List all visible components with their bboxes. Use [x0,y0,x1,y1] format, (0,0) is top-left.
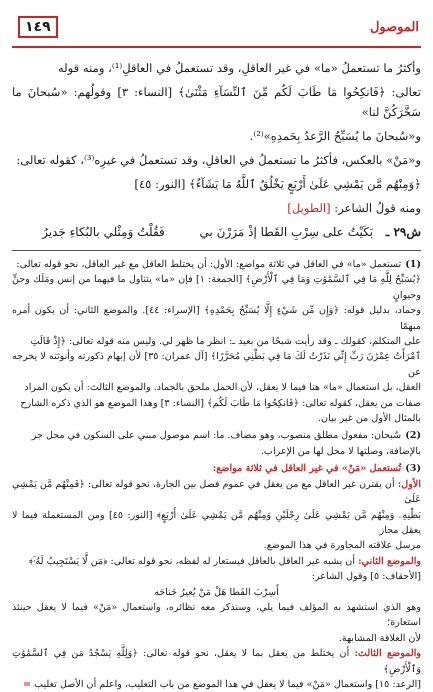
main-text [12,58,421,242]
footnote-3-title: تُستعمل «مَنْ» في غير العاقل في ثلاثة مواضع: [212,463,402,475]
footnote-3-text: أن يشبه غير العاقل بالعاقل فيستعار له لفظه، نحو قوله تعالى: ﴿مَن لَّا يَسْتَجِيبُ لَهُۥٓ﴾ [28,555,355,567]
footnote-3-text: أن يقترن غير العاقل مع من يعقل في عموم فصل بين الجارة، نحو قوله تعالى: ﴿فَمِنْهُم مَّن يَمْشِي عَلَىٰ [12,478,421,506]
footnote-1-line: ٱمْرَأَتُ عِمْرَٰنَ رَبِّ إِنِّي نَذَرْتُ لَكَ مَا فِي بَطْنِي مُحَرَّرًا﴾ [آل عمران: ٣٥] لأن إبهام ذكورته وأنوثته لا يخرجه عن [12,351,421,378]
footnote-1-line [12,257,421,272]
footnote-2-line: بالإضافة، وصلتها لا محل لها من الإعراب. [260,445,421,457]
footnote-verse: أَسِرْبَ القَطا هَلْ مَنْ يُعيرُ جَناحَه [154,586,279,598]
footnote-3-label: (3) [405,463,421,475]
footnote-2-text: سُبحان: مفعول مطلق منصوب، وهو مضاف. ما: اسم موصول مبني على السكون في محل جر [31,430,402,442]
running-title: الموصول [369,19,419,35]
continuation-marker: = [23,678,32,690]
footnote-3-line [12,477,421,508]
footnote-1-text: تستعمل «ما» في العاقل في ثلاثة مواضع: الأول: أن يختلط العاقل مع غير العاقل، نحو قوله تعالى: [16,259,402,270]
main-paragraph-2: تعالى: ﴿فَانكِحُوا مَا طَابَ لَكُم مِّنَ ٱلنِّسَآءِ مَثْنَىٰ﴾ [النساء: ٣] وقولُهم: «سُبحانَ ما سَخَّرَكُنَّ لنا» [12,85,421,119]
footnote-3-line [12,677,421,692]
main-paragraph-4: و«مَنْ» بالعكس، فأكثرُ ما تستعملُ في العاقلِ، وقد تستعملُ في غيرِه⁽³⁾، كقوله تعالى: [16,153,421,167]
quran-verse-line: ﴿وَمِنْهُم مَّن يَمْشِي عَلَىٰ أَرْبَعٍ يَخْلُقُ ٱللَّهُ مَا يَشَآءُ﴾ [النور: ٤٥] [134,177,421,191]
footnote-3-heading [12,461,421,476]
footnote-1-line: بالمثال الأول من غير بيان. [317,413,421,425]
footnote-1-line: ﴿يُسَبِّحُ لِلَّهِ مَا فِي ٱلسَّمَٰوَٰتِ وَمَا فِي ٱلْأَرْضِ﴾ [الجمعة: ١] فإن «ما» يتناول ما فيهما من إنس ومَلَك وجنٍّ وحيوانٍ [12,274,421,301]
footnote-1-line: العقل، بل استعمال «ما» هنا فيما لا يعقل، لأن الحمل ملحق بالجماد. والموضع الثالث: أن يكون المراد [24,382,421,394]
footnote-2-label: (2) [405,430,421,442]
hemistich-second: فَقُلْتُ وَمِثْلي بالبُكاءِ جَديرُ [42,225,165,239]
footnote-3-line: [الأحقاف: ٥] وقول الشاعر: [311,571,421,583]
footnote-3-line: مرسل علاقته المجاورة في هذا الموضع. [263,540,421,552]
footnote-3-line: بَطْنِهِۦ وَمِنْهُم مَّن يَمْشِي عَلَىٰ رِجْلَيْنِ وَمِنْهُم مَّن يَمْشِي عَلَىٰ أَرْبَعٍ﴾ [النور: ٤٥] ومن المستعملة فيما لا يعقل مجاز [12,509,422,536]
footnote-3-text: [الرعد: ١٥] واستعمال «مَنْ» فيما لا يعقل في هذا الموضع من باب التغليب، واعلم أن الأصل تغليب [34,678,421,690]
main-paragraph-3: و«سُبحانَ ما يُسَبِّحُ الرَّعدُ بِحَمدِهِ»⁽²⁾. [249,129,421,143]
footnote-1-line: صفات من يعقل، كقوله تعالى: ﴿فَانكِحُوا مَا طَابَ لَكُم﴾ [النساء: ٣] وهذا الموضع هو الذي ذكره الشارح [20,397,421,409]
poet-intro-text: ومنه قولُ الشاعر: [334,201,421,215]
page-number: ١٤٩ [18,16,58,38]
footnote-3-line [12,554,421,569]
poem-number: ش٢٩ ـ [385,225,421,239]
meter-label: [الطويل] [287,201,331,215]
third-case-label: والموضع الثالث: [354,648,421,660]
footnotes-divider [12,250,421,251]
hemistich-first: بَكَيْتُ على سِرْبِ القَطا إذْ مَرَرْنَ بي [199,225,374,239]
poet-intro [12,198,421,218]
main-paragraph-1: وأكثرُ ما تستعملُ «ما» في غير العاقلِ، وقد تستعملُ في العاقلِ⁽¹⁾، ومنه قوله [57,61,421,75]
footnote-3-line [12,646,421,677]
footnote-1-line: على المتكلم، كقولك ـ وقد رأيت شبحًا من بعيد ـ: انظر ما ظهر لي. وليس منه قوله تعالى: ﴿إِذْ قَالَتِ [30,336,421,348]
page-header [12,0,421,38]
footnote-3-line: وهو الذي استشهد به المؤلف فيما يلي، وسنذكر معه نظائره، واستعمال «مَنْ» فيما لا يعقل حينئذ استعارة؛ [12,601,421,629]
footnote-3-text: أن يختلط من يعقل بما لا يعقل، نحو قوله تعالى: ﴿وَلِلَّهِ يَسْجُدُ مَن فِي ٱلسَّمَٰوَٰتِ وَٱلْأَرْضِ﴾ [12,648,421,675]
footnote-2-line [12,428,421,443]
footnote-1-label: (1) [405,259,421,270]
header-rule [12,46,421,48]
second-case-label: والموضع الثاني: [358,555,421,567]
first-case-label: الأول: [397,478,421,490]
footnotes [12,257,421,692]
poetry-verse [12,222,421,242]
footnote-3-line: لأن العلاقة المشابهة. [338,632,421,644]
footnote-1-line: وجماد، بدليل قوله: ﴿وَإِن مِّن شَيْءٍ إِلَّا يُسَبِّحُ بِحَمْدِهِ﴾ [الإسراء: ٤٤]. والموضع الثاني: أن يكون أمره مبهمًا [12,305,421,332]
